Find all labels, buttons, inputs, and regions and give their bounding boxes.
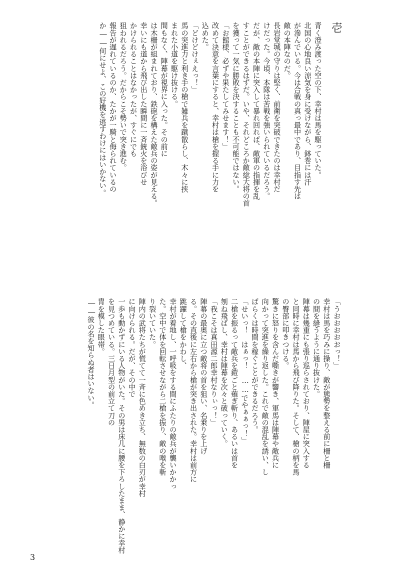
text-line: 「うおおおおおっ！」	[333, 298, 342, 369]
text-line: を見つめている。三日月型の前立て刀の	[107, 298, 117, 426]
text-line: 青く澄み渡った空の下、幸村は馬を駆っていた。	[314, 22, 323, 179]
text-line: 報告が遅れているのか、たかが一騎と侮られているの	[109, 22, 118, 193]
text-line: に向けられる。だが、その中で	[128, 298, 137, 398]
text-line: 狙われるだろう。だからこそ勢いで突き進む。	[119, 22, 129, 172]
chapter-heading: 壱	[330, 22, 343, 33]
page-number: 3	[30, 553, 36, 562]
text-line: かけられることはなかったが、すぐにでも	[129, 22, 139, 157]
text-line: だが、敵の本陣に突入して暴れ回れば、敵軍の指揮を乱	[252, 22, 262, 200]
text-line: 刎ね飛ばし、幸村は陣幕を次々と破っていく。	[220, 298, 230, 448]
text-line: を獲って一気に勝敗を決することも不可能ではない。	[232, 22, 241, 193]
text-line: 敵の本陣なのだ。	[283, 22, 293, 79]
text-line: 跳躍して槍をかわし、	[179, 298, 189, 369]
text-line: けだった。今頃、本隊は苦戦を強いられているだろう。	[262, 22, 272, 200]
text-line: り裂いていた。	[148, 298, 158, 348]
text-line: 驚きに怒りを含んだ嘶きが響き、軍馬は陣幕や敵兵に	[271, 298, 281, 469]
text-line: 冑を模した眼帯。	[97, 298, 107, 355]
upper-text-block	[98, 22, 324, 277]
text-line: 「我こそは真田源二郎幸村なりぃっ！」	[210, 298, 219, 426]
text-line: 込めた。	[201, 22, 211, 51]
text-line: 幸いにも道から飛び出した瞬間に一斉銃火を浴びせ	[139, 22, 149, 186]
text-line: 馬の突進力と利き手の槍で雑兵を蹴散らし、木々に挟	[180, 22, 190, 193]
text-line: 陣内の武将たちが慌てて一斉に色めき立ち、無数の白刃が幸村	[138, 298, 148, 497]
text-line: ばらくは時間を稼ぐことができるだろう。	[251, 298, 260, 433]
text-line: 長岩堂城の守りは堅く、前衛を突破できたのは幸村だ	[273, 22, 282, 193]
text-line: 間もなく、陣幕が視界に入った。その前に	[160, 22, 170, 157]
text-line: の臀部に叩きつける。	[281, 298, 291, 369]
text-line: 向かって突進を繰り返した。これで敵の混乱を誘い、し	[261, 298, 271, 476]
text-line: 「どけどけぇえっ！」	[191, 22, 200, 93]
text-line: 陣幕は幾重にも張り巡らされており、陣屋に突入する	[302, 298, 312, 469]
text-line: 「せいっ！ はぁっ！ ……でやぁぁっ！」	[240, 298, 250, 444]
text-line: 幸村は馬を巧みに操り、敵が態勢を整える前に柵と柵	[322, 298, 332, 469]
text-line: と同時に幸村は馬から飛び降りた。そして、槍の柄を馬	[292, 298, 301, 476]
text-line: た。空中で体を回転させながら二槍を振り、敵の喉を斬	[158, 298, 168, 476]
text-line: 幸村が着地し、一呼吸をする間にふたりの敵兵が襲いかかっ	[169, 298, 178, 490]
text-line: 二槍を振るって敵兵を鎧ごと薙ぎ斬り、あるいは首を	[230, 298, 240, 469]
lower-text-block	[86, 298, 342, 554]
text-line: ――彼の名を知らぬ者はいない。	[87, 298, 96, 409]
text-line: は木柵が組まれており、鉄砲を構えた敵兵の姿が見える。	[150, 22, 159, 207]
text-line: が滲んでいる。今は合戦の真っ最中であり、目指す先は	[293, 22, 303, 200]
text-line: 陣幕の最奥に立つ敵将の首を狙い、名乗りを上げ	[199, 298, 209, 455]
text-line: 一歩も動かずにいる人物がいた。その男は床几に腰を下ろしたまま、静かに幸村	[117, 298, 127, 554]
text-line: 「お館様、必ずや果たしてみせます！」	[221, 22, 231, 150]
text-line: すことができるはずだ。いや、それどころか敵総大将の首	[242, 22, 252, 207]
text-line: の間を縫うように通り抜けた。	[312, 298, 322, 398]
text-line: る。その直後に左右から槍が突き出された。幸村は前方に	[189, 298, 199, 483]
text-line: まれた小道を駆け抜ける。	[170, 22, 180, 108]
text-line: 北国の心地良い涼気を身に受けながら、鉢巻には汗	[303, 22, 313, 186]
text-line: 改めて決意を言葉にすると、幸村は槍を握る手に力を	[211, 22, 221, 193]
text-line: か――何にせよ、この好機を逃すわけにはいかない。	[98, 22, 108, 197]
